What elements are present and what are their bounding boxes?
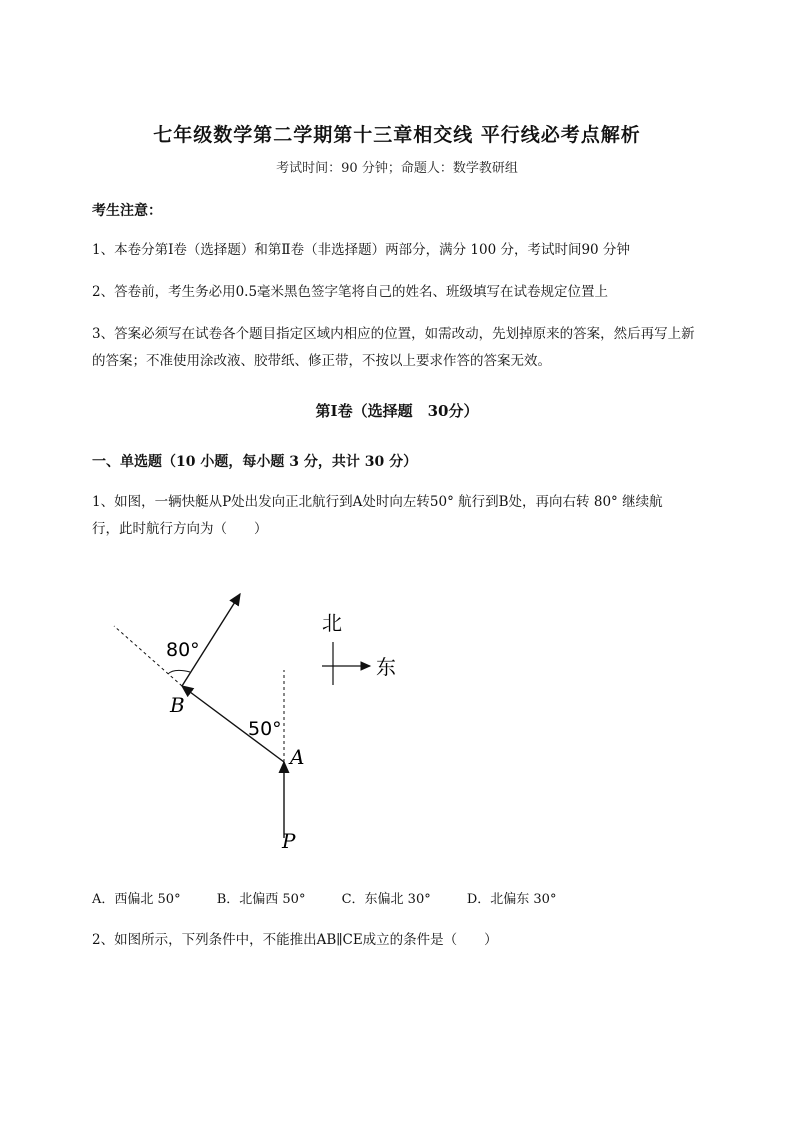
notice-item-1: 1、本卷分第Ⅰ卷（选择题）和第Ⅱ卷（非选择题）两部分，满分 100 分，考试时间90 分钟 <box>92 242 630 258</box>
point-label-a: A <box>290 745 305 769</box>
question-1-figure <box>100 580 420 860</box>
question-1-text-line-1: 1、如图，一辆快艇从P处出发向正北航行到A处时向左转50° 航行到B处，再向右转 80° 继续航 <box>92 494 663 510</box>
question-2-text: 2、如图所示，下列条件中，不能推出AB∥CE成立的条件是（ ） <box>92 932 498 948</box>
north-label: 北 <box>322 611 342 635</box>
point-label-b: B <box>170 693 185 717</box>
notice-heading: 考生注意： <box>92 203 162 219</box>
angle-arc-b <box>168 670 190 674</box>
notice-item-3: 3、答案必须写在试卷各个题目指定区域内相应的位置，如需改动，先划掉原来的答案，然后再写上新的答案；不准使用涂改液、胶带纸、修正带，不按以上要求作答的答案无效。 <box>92 326 695 369</box>
page-title: 七年级数学第二学期第十三章相交线 平行线必考点解析 <box>153 124 641 146</box>
question-1-choices <box>92 888 588 907</box>
question-1-text-line-2: 行，此时航行方向为（ ） <box>92 521 268 537</box>
choice-c[interactable]: C．东偏北 30° <box>341 892 431 907</box>
section-title: 第Ⅰ卷（选择题 30分） <box>315 402 479 420</box>
part-title: 一、单选题（10 小题，每小题 3 分，共计 30 分） <box>92 454 418 470</box>
angle-label-50: 50° <box>248 718 282 740</box>
angle-label-80: 80° <box>166 639 200 661</box>
choice-a[interactable]: A．西偏北 50° <box>92 892 181 907</box>
notice-item-2: 2、答卷前，考生务必用0.5毫米黑色签字笔将自己的姓名、班级填写在试卷规定位置上 <box>92 284 609 300</box>
choice-b[interactable]: B．北偏西 50° <box>216 892 306 907</box>
east-label: 东 <box>376 655 396 679</box>
choice-d[interactable]: D．北偏东 30° <box>466 892 557 907</box>
exam-info: 考试时间：90 分钟；命题人：数学教研组 <box>276 161 518 176</box>
point-label-p: P <box>282 829 296 853</box>
